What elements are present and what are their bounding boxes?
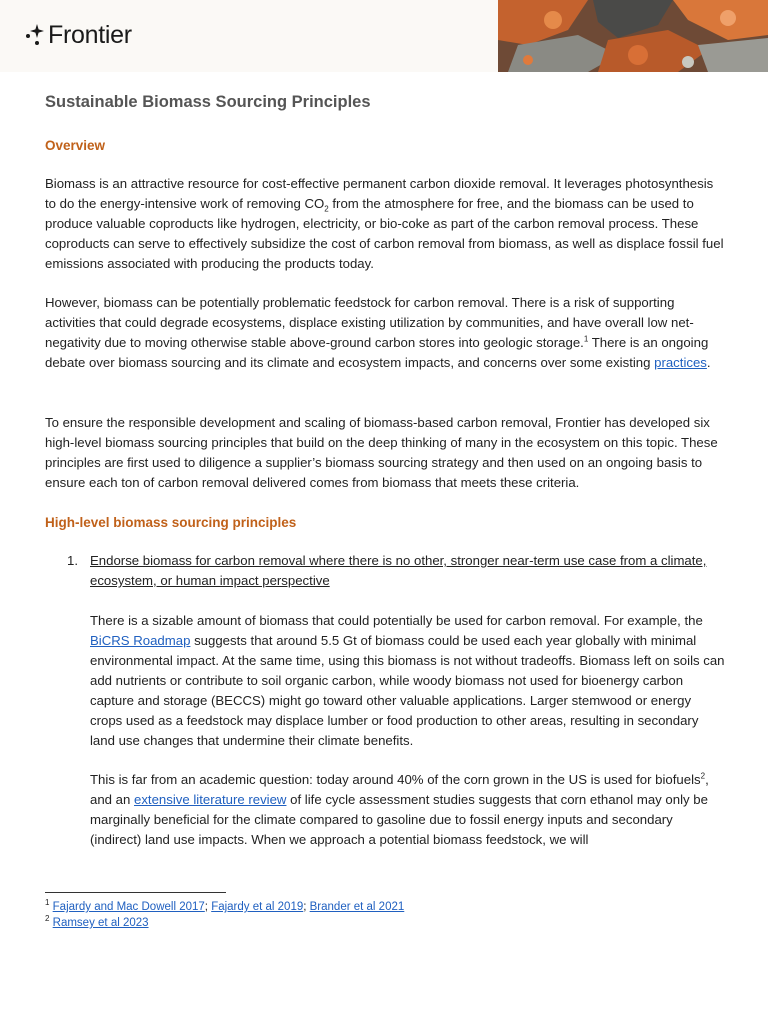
overview-p1-text-b: from the atmosphere for free, and the biomass can be used to produce valuable coproducts like hydrogen, electricity, or bio-coke as part of the carbon removal process. These coproducts can serve to effectively subsidize the cost of carbon removal from biomass, as well as displace fossil fuel emissions associated with producing the products today. [45, 196, 724, 271]
footnote-1-marker: 1 [45, 898, 50, 908]
document-title: Sustainable Biomass Sourcing Principles [45, 93, 371, 111]
overview-paragraph-2 [45, 293, 725, 373]
page-header [0, 0, 768, 72]
list-item-number: 1. [67, 553, 78, 568]
footnote-1-separator: ; [303, 901, 310, 913]
footnote-2-marker: 2 [45, 914, 50, 924]
overview-p2-text-b: There is an ongoing debate over biomass sourcing and its climate and ecosystem impacts, and concerns over some existing [45, 335, 709, 370]
frontier-logo-mark-icon [24, 23, 44, 47]
ramsey-2023-link[interactable]: Ramsey et al 2023 [52, 917, 149, 929]
brander-2021-link[interactable]: Brander et al 2021 [309, 901, 405, 913]
fajardy-2019-link[interactable]: Fajardy et al 2019 [211, 901, 304, 913]
principle-1-p1-text-b: suggests that around 5.5 Gt of biomass could be used each year globally with minimal environmental impact. At the same time, using this biomass is not without tradeoffs. Biomass left on soils can add nutrients or contribute to soil organic carbon, while woody biomass not used for bioenergy carbon capture and storage (BECCS) might go toward other valuable applications. Larger stemwood or energy crops used as a feedstock may displace lumber or food production to other areas, resulting in secondary land use changes that undermine their climate benefits. [90, 633, 725, 748]
overview-p2-text-c: . [706, 355, 711, 370]
footnote-2 [45, 915, 149, 931]
overview-p1-text-a: Biomass is an attractive resource for cost-effective permanent carbon dioxide removal. It leverages photosynthesis to do the energy-intensive work of removing CO [45, 176, 714, 211]
footnote-1 [45, 899, 404, 915]
brand-name: Frontier [48, 20, 132, 49]
principle-1-p1-text-a: There is a sizable amount of biomass that could potentially be used for carbon removal. For example, the [90, 613, 703, 628]
footnote-1-separator: ; [204, 901, 212, 913]
principle-1-p2-text-b: , and an [90, 772, 709, 807]
footnote-ref-2: 2 [700, 771, 706, 781]
principle-1-title: Endorse biomass for carbon removal where there is no other, stronger near-term use case from a climate, ecosystem, or human impact perspective [90, 553, 707, 588]
fajardy-mac-dowell-2017-link[interactable]: Fajardy and Mac Dowell 2017 [52, 901, 205, 913]
footnote-divider [45, 892, 226, 893]
literature-review-link[interactable]: extensive literature review [134, 792, 287, 807]
footnote-ref-1: 1 [583, 334, 589, 344]
bicrs-roadmap-link[interactable]: BiCRS Roadmap [90, 633, 191, 648]
overview-paragraph-3: To ensure the responsible development and scaling of biomass-based carbon removal, Frontier has developed six high-level biomass sourcing principles that build on the deep thinking of many in the ecosystem on this topic. These principles are first used to diligence a supplier’s biomass sourcing strategy and then used on an ongoing basis to ensure each ton of carbon removal delivered comes from biomass that meets these criteria. [45, 415, 718, 490]
co2-subscript: 2 [324, 204, 329, 214]
practices-link[interactable]: practices [654, 355, 707, 370]
principle-1-p2-text-c: of life cycle assessment studies suggests that corn ethanol may only be marginally beneficial for the climate compared to gasoline due to fossil energy inputs and secondary (indirect) land use impacts. When we approach a potential biomass feedstock, we will [90, 792, 708, 847]
overview-heading: Overview [45, 138, 106, 153]
principles-heading: High-level biomass sourcing principles [45, 515, 297, 530]
frontier-logo [24, 20, 132, 50]
principle-1-paragraph-2 [90, 770, 725, 850]
overview-p2-text-a: However, biomass can be potentially problematic feedstock for carbon removal. There is a risk of supporting activities that could degrade ecosystems, displace existing utilization by communities, and have overall low net-negativity due to moving otherwise stable above-ground carbon stores into geologic storage. [45, 295, 694, 350]
header-rock-photo [498, 0, 768, 72]
overview-paragraph-1 [45, 174, 725, 274]
principle-1-paragraph-1 [90, 611, 725, 751]
principle-1-p2-text-a: This is far from an academic question: today around 40% of the corn grown in the US is used for biofuels [90, 772, 701, 787]
